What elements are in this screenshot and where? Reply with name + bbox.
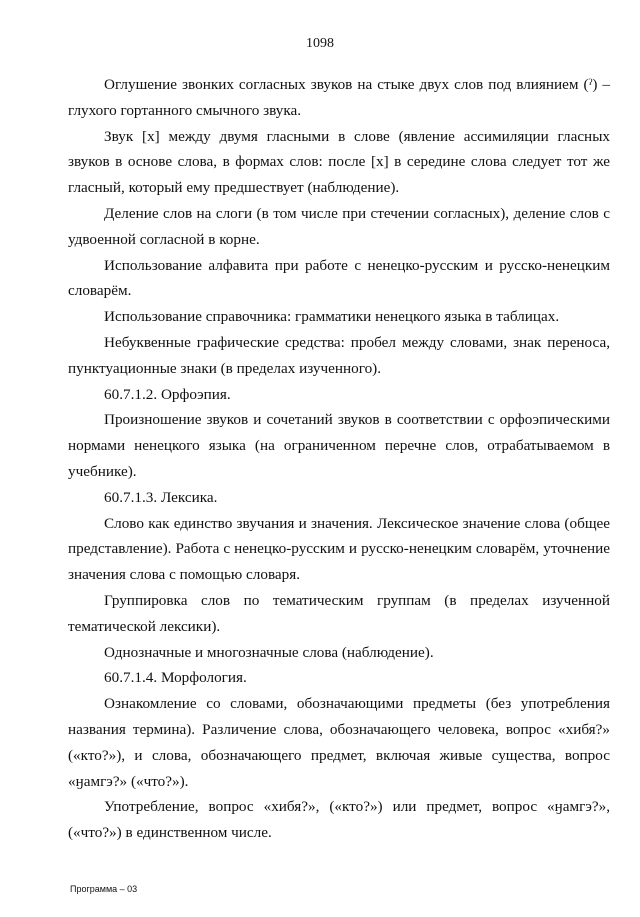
paragraph-polysemy: Однозначные и многозначные слова (наблюдение). — [104, 643, 434, 661]
paragraph-devoicing: Оглушение звонких согласных звуков на стыке двух слов под влиянием (ˀ) – глухого гортанного смычного звука. — [68, 76, 610, 119]
paragraph-word-meaning: Слово как единство звучания и значения. Лексическое значение слова (общее представление). Работа с ненецко-русским и русско-ненецким словарём, уточнение значения слова с помощью словаря. — [68, 514, 610, 584]
paragraph-reference: Использование справочника: грамматики ненецкого языка в таблицах. — [104, 308, 560, 326]
paragraph-pronunciation: Произношение звуков и сочетаний звуков в соответствии с орфоэпическими нормами ненецкого языка (на ограниченном перечне слов, отрабатываемом в учебнике). — [68, 411, 610, 480]
paragraph-graphic-means: Небуквенные графические средства: пробел между словами, знак переноса, пунктуационные знаки (в пределах изученного). — [68, 333, 610, 377]
paragraph-singular-usage: Употребление, вопрос «хибя?», («кто?») или предмет, вопрос «ӈамгэ?», («что?») в единственном числе. — [68, 798, 610, 842]
page-number: 1098 — [306, 36, 334, 51]
paragraph-thematic-groups: Группировка слов по тематическим группам (в пределах изученной тематической лексики). — [68, 591, 610, 635]
section-heading-orthoepy: 60.7.1.2. Орфоэпия. — [104, 385, 231, 403]
footer-label: Программа – 03 — [70, 884, 138, 894]
section-heading-lexicon: 60.7.1.3. Лексика. — [104, 488, 218, 506]
body-text — [68, 72, 610, 846]
section-heading-morphology: 60.7.1.4. Морфология. — [104, 669, 247, 687]
paragraph-syllables: Деление слов на слоги (в том числе при стечении согласных), деление слов с удвоенной согласной в корне. — [68, 204, 610, 248]
paragraph-sound-x: Звук [х] между двумя гласными в слове (явление ассимиляции гласных звуков в основе слова, в формах слов: после [х] в середине слова следует тот же гласный, который ему предшествует (наблюдение). — [68, 127, 610, 197]
paragraph-object-words: Ознакомление со словами, обозначающими предметы (без употребления названия термина). Различение слова, обозначающего человека, вопрос «хибя?» («кто?»), и слова, обозначающего предмет, включая живые существа, вопрос «ӈамгэ?» («что?»). — [68, 695, 610, 790]
paragraph-alphabet: Использование алфавита при работе с ненецко-русским и русско-ненецким словарём. — [68, 256, 610, 300]
